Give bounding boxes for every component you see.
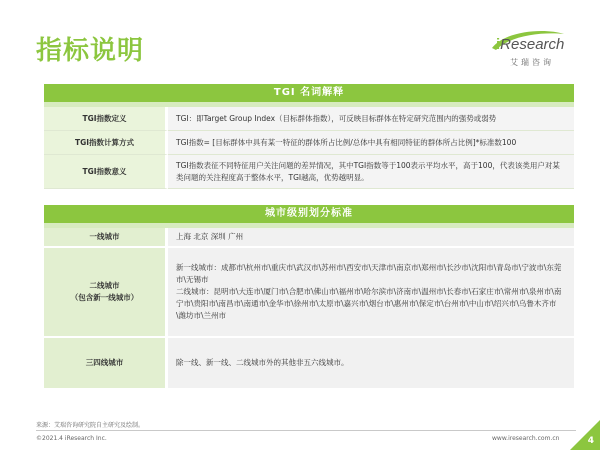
city-row-tier3 [44, 338, 574, 390]
tgi-row-value: TGI：即Target Group Index（目标群体指数），可反映目标群体在特定研究范围内的强势或弱势 [168, 107, 574, 131]
tgi-row-label: TGI指数意义 [44, 155, 168, 189]
source-note: 来源：艾瑞咨询研究院自主研究及绘制。 [36, 422, 145, 429]
city-row-label [44, 248, 168, 338]
tgi-header-row [44, 84, 574, 102]
logo [486, 28, 566, 70]
tgi-table [44, 84, 574, 189]
city-value-line: 除一线、新一线、二线城市外的其他非五六线城市。 [176, 358, 349, 367]
logo-name: Research [500, 36, 565, 53]
city-row-tier2 [44, 248, 574, 338]
logo-prefix: i [496, 36, 501, 53]
city-header: 城市级别划分标准 [44, 205, 574, 223]
footer-divider [36, 430, 576, 431]
page-number: 4 [587, 436, 594, 446]
tgi-row-definition [44, 107, 574, 131]
tgi-header: TGI 名词解释 [44, 84, 574, 102]
city-row-label [44, 338, 168, 390]
city-label-line: 三四线城市 [85, 358, 124, 367]
city-row-value [168, 338, 574, 390]
city-row-value [168, 248, 574, 338]
city-value-line: 新一线城市：成都市\杭州市\重庆市\武汉市\苏州市\西安市\天津市\南京市\郑州市\长沙市\沈阳市\青岛市\宁波市\东莞市\无锡市 [176, 263, 562, 284]
page-title: 指标说明 [36, 36, 145, 66]
tgi-row-label: TGI指数计算方式 [44, 131, 168, 155]
copyright: ©2021.4 iResearch Inc. [36, 435, 107, 442]
city-value-line: 二线城市：昆明市\大连市\厦门市\合肥市\佛山市\福州市\哈尔滨市\济南市\温州市\长春市\石家庄市\常州市\泉州市\南宁市\贵阳市\南昌市\南通市\金华市\徐州市\太原市\嘉兴市\烟台市\惠州市\保定市\台州市\中山市\绍兴市\乌鲁木齐市\潍坊市\兰州市 [176, 287, 562, 320]
city-label-line: 二线城市 [89, 281, 120, 290]
city-label-line: 一线城市 [89, 232, 120, 241]
tgi-row-value: TGI指数= [目标群体中具有某一特征的群体所占比例/总体中具有相同特征的群体所占比例]*标准数100 [168, 131, 574, 155]
city-row-label [44, 228, 168, 248]
tgi-row-calculation [44, 131, 574, 155]
city-label-line: （包含新一线城市） [70, 293, 139, 302]
city-row-value [168, 228, 574, 248]
tgi-row-value: TGI指数表征不同特征用户关注问题的差异情况，其中TGI指数等于100表示平均水平，高于100，代表该类用户对某类问题的关注程度高于整体水平，TGI越高，优势越明显。 [168, 155, 574, 189]
tgi-row-meaning [44, 155, 574, 189]
page-corner-triangle-icon [570, 420, 600, 450]
city-row-tier1 [44, 228, 574, 248]
city-tier-table [44, 205, 574, 390]
site-url: www.iresearch.com.cn [492, 435, 560, 442]
city-header-row [44, 205, 574, 223]
tgi-row-label: TGI指数定义 [44, 107, 168, 131]
logo-subtitle: 艾瑞咨询 [510, 58, 554, 67]
logo-wordmark [496, 36, 564, 53]
city-value-line: 上海 北京 深圳 广州 [176, 232, 244, 241]
